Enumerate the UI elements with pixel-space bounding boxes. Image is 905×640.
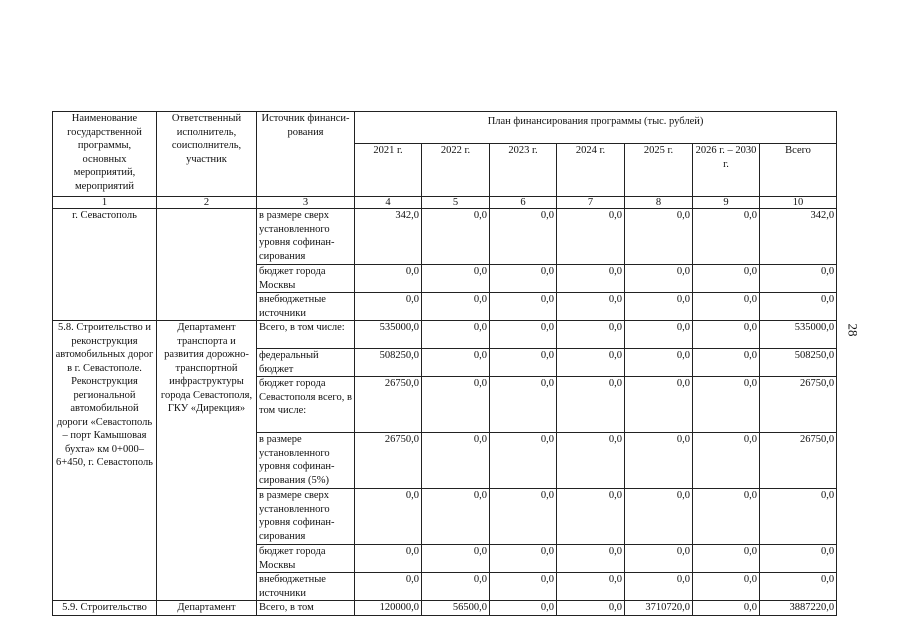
page-number: 28	[845, 323, 861, 337]
row-value-cell: 0,0	[557, 433, 625, 489]
index-cell: 8	[625, 197, 693, 209]
row-value-cell: 0,0	[422, 433, 490, 489]
row-value-cell: 508250,0	[760, 349, 837, 377]
row-value-cell: 0,0	[693, 293, 760, 321]
row-source-cell: в размере установленного уровня софинан-сирования (5%)	[257, 433, 355, 489]
row-value-cell: 0,0	[625, 349, 693, 377]
row-value-cell: 0,0	[693, 265, 760, 293]
header-year-2022: 2022 г.	[422, 144, 490, 197]
row-value-cell: 0,0	[422, 573, 490, 601]
row-value-cell: 0,0	[490, 321, 557, 349]
row-value-cell: 26750,0	[355, 433, 422, 489]
header-total: Всего	[760, 144, 837, 197]
row-value-cell: 0,0	[355, 545, 422, 573]
row-value-cell: 0,0	[490, 265, 557, 293]
row-value-cell: 56500,0	[422, 601, 490, 616]
row-value-cell: 0,0	[557, 349, 625, 377]
row-value-cell: 0,0	[490, 377, 557, 433]
row-value-cell: 0,0	[693, 377, 760, 433]
row-value-cell: 0,0	[422, 209, 490, 265]
index-cell: 5	[422, 197, 490, 209]
row-source-cell: бюджет города Севастополя всего, в том числе:	[257, 377, 355, 433]
header-name: Наименование государственной программы, основных мероприятий, мероприятий	[53, 112, 157, 197]
row-value-cell: 0,0	[760, 573, 837, 601]
row-value-cell: 0,0	[625, 433, 693, 489]
row-value-cell: 0,0	[760, 545, 837, 573]
header-year-2023: 2023 г.	[490, 144, 557, 197]
row-value-cell: 0,0	[625, 209, 693, 265]
row-value-cell: 0,0	[693, 573, 760, 601]
row-value-cell: 0,0	[422, 349, 490, 377]
row-name-cell: 5.9. Строительство	[53, 601, 157, 616]
row-value-cell: 0,0	[557, 545, 625, 573]
row-responsible-cell: Департамент	[157, 601, 257, 616]
header-source: Источник финанси-рования	[257, 112, 355, 197]
row-value-cell: 0,0	[355, 293, 422, 321]
row-value-cell: 0,0	[760, 293, 837, 321]
row-value-cell: 26750,0	[760, 377, 837, 433]
row-value-cell: 0,0	[355, 489, 422, 545]
row-value-cell: 0,0	[760, 489, 837, 545]
row-responsible-cell	[157, 209, 257, 321]
row-value-cell: 0,0	[693, 433, 760, 489]
row-value-cell: 0,0	[693, 209, 760, 265]
row-value-cell: 0,0	[490, 601, 557, 616]
row-value-cell: 0,0	[422, 489, 490, 545]
row-source-cell: в размере сверх установленного уровня софинан-сирования	[257, 489, 355, 545]
row-value-cell: 0,0	[557, 265, 625, 293]
row-value-cell: 0,0	[693, 545, 760, 573]
row-value-cell: 0,0	[355, 265, 422, 293]
row-value-cell: 0,0	[625, 377, 693, 433]
index-cell: 1	[53, 197, 157, 209]
row-value-cell: 0,0	[625, 489, 693, 545]
row-value-cell: 0,0	[557, 573, 625, 601]
row-value-cell: 0,0	[490, 293, 557, 321]
row-value-cell: 0,0	[422, 321, 490, 349]
row-value-cell: 342,0	[760, 209, 837, 265]
row-value-cell: 0,0	[490, 489, 557, 545]
table-row	[53, 601, 837, 616]
row-source-cell: внебюджетные источники	[257, 573, 355, 601]
row-source-cell: внебюджетные источники	[257, 293, 355, 321]
index-row	[53, 197, 837, 209]
row-value-cell: 0,0	[625, 265, 693, 293]
row-value-cell: 0,0	[693, 601, 760, 616]
row-value-cell: 0,0	[490, 209, 557, 265]
row-value-cell: 0,0	[693, 349, 760, 377]
index-cell: 7	[557, 197, 625, 209]
row-value-cell: 0,0	[355, 573, 422, 601]
header-year-2021: 2021 г.	[355, 144, 422, 197]
header-plan-title: План финансирования программы (тыс. рублей)	[355, 112, 837, 144]
row-value-cell: 535000,0	[355, 321, 422, 349]
row-value-cell: 0,0	[422, 377, 490, 433]
row-value-cell: 0,0	[557, 377, 625, 433]
row-value-cell: 0,0	[693, 321, 760, 349]
row-value-cell: 0,0	[490, 433, 557, 489]
row-source-cell: Всего, в том числе:	[257, 321, 355, 349]
header-year-2024: 2024 г.	[557, 144, 625, 197]
row-value-cell: 0,0	[490, 545, 557, 573]
row-value-cell: 0,0	[490, 349, 557, 377]
financing-table	[52, 111, 837, 616]
row-value-cell: 0,0	[625, 545, 693, 573]
row-source-cell: бюджет города Москвы	[257, 265, 355, 293]
row-value-cell: 0,0	[557, 293, 625, 321]
row-value-cell: 0,0	[557, 209, 625, 265]
row-value-cell: 535000,0	[760, 321, 837, 349]
row-value-cell: 0,0	[557, 601, 625, 616]
row-value-cell: 0,0	[693, 489, 760, 545]
row-value-cell: 0,0	[557, 489, 625, 545]
row-value-cell: 26750,0	[760, 433, 837, 489]
index-cell: 2	[157, 197, 257, 209]
row-value-cell: 120000,0	[355, 601, 422, 616]
row-value-cell: 0,0	[625, 573, 693, 601]
row-value-cell: 3710720,0	[625, 601, 693, 616]
index-cell: 3	[257, 197, 355, 209]
row-responsible-cell: Департамент транспорта и развития дорожно-транспортной инфраструктуры города Севастополя, ГКУ «Дирекция»	[157, 321, 257, 601]
index-cell: 6	[490, 197, 557, 209]
row-value-cell: 3887220,0	[760, 601, 837, 616]
row-value-cell: 0,0	[422, 293, 490, 321]
index-cell: 4	[355, 197, 422, 209]
table-row	[53, 209, 837, 265]
row-value-cell: 26750,0	[355, 377, 422, 433]
row-value-cell: 342,0	[355, 209, 422, 265]
row-value-cell: 0,0	[557, 321, 625, 349]
row-value-cell: 0,0	[625, 321, 693, 349]
row-value-cell: 0,0	[422, 265, 490, 293]
row-source-cell: бюджет города Москвы	[257, 545, 355, 573]
row-name-cell: 5.8. Строительство и реконструкция автомобильных дорог в г. Севастополе. Реконструкция региональной автомобильной дороги «Севастополь – порт Камышовая бухта» км 0+000–6+450, г. Севастополь	[53, 321, 157, 601]
header-year-2025: 2025 г.	[625, 144, 693, 197]
index-cell: 9	[693, 197, 760, 209]
row-value-cell: 0,0	[625, 293, 693, 321]
row-value-cell: 0,0	[490, 573, 557, 601]
header-year-2026-2030: 2026 г. – 2030 г.	[693, 144, 760, 197]
row-source-cell: Всего, в том	[257, 601, 355, 616]
row-value-cell: 0,0	[760, 265, 837, 293]
table-row	[53, 321, 837, 349]
row-value-cell: 0,0	[422, 545, 490, 573]
row-name-cell: г. Севастополь	[53, 209, 157, 321]
row-source-cell: федеральный бюджет	[257, 349, 355, 377]
row-source-cell: в размере сверх установленного уровня софинан-сирования	[257, 209, 355, 265]
row-value-cell: 508250,0	[355, 349, 422, 377]
index-cell: 10	[760, 197, 837, 209]
header-responsible: Ответственный исполнитель, соисполнитель, участник	[157, 112, 257, 197]
